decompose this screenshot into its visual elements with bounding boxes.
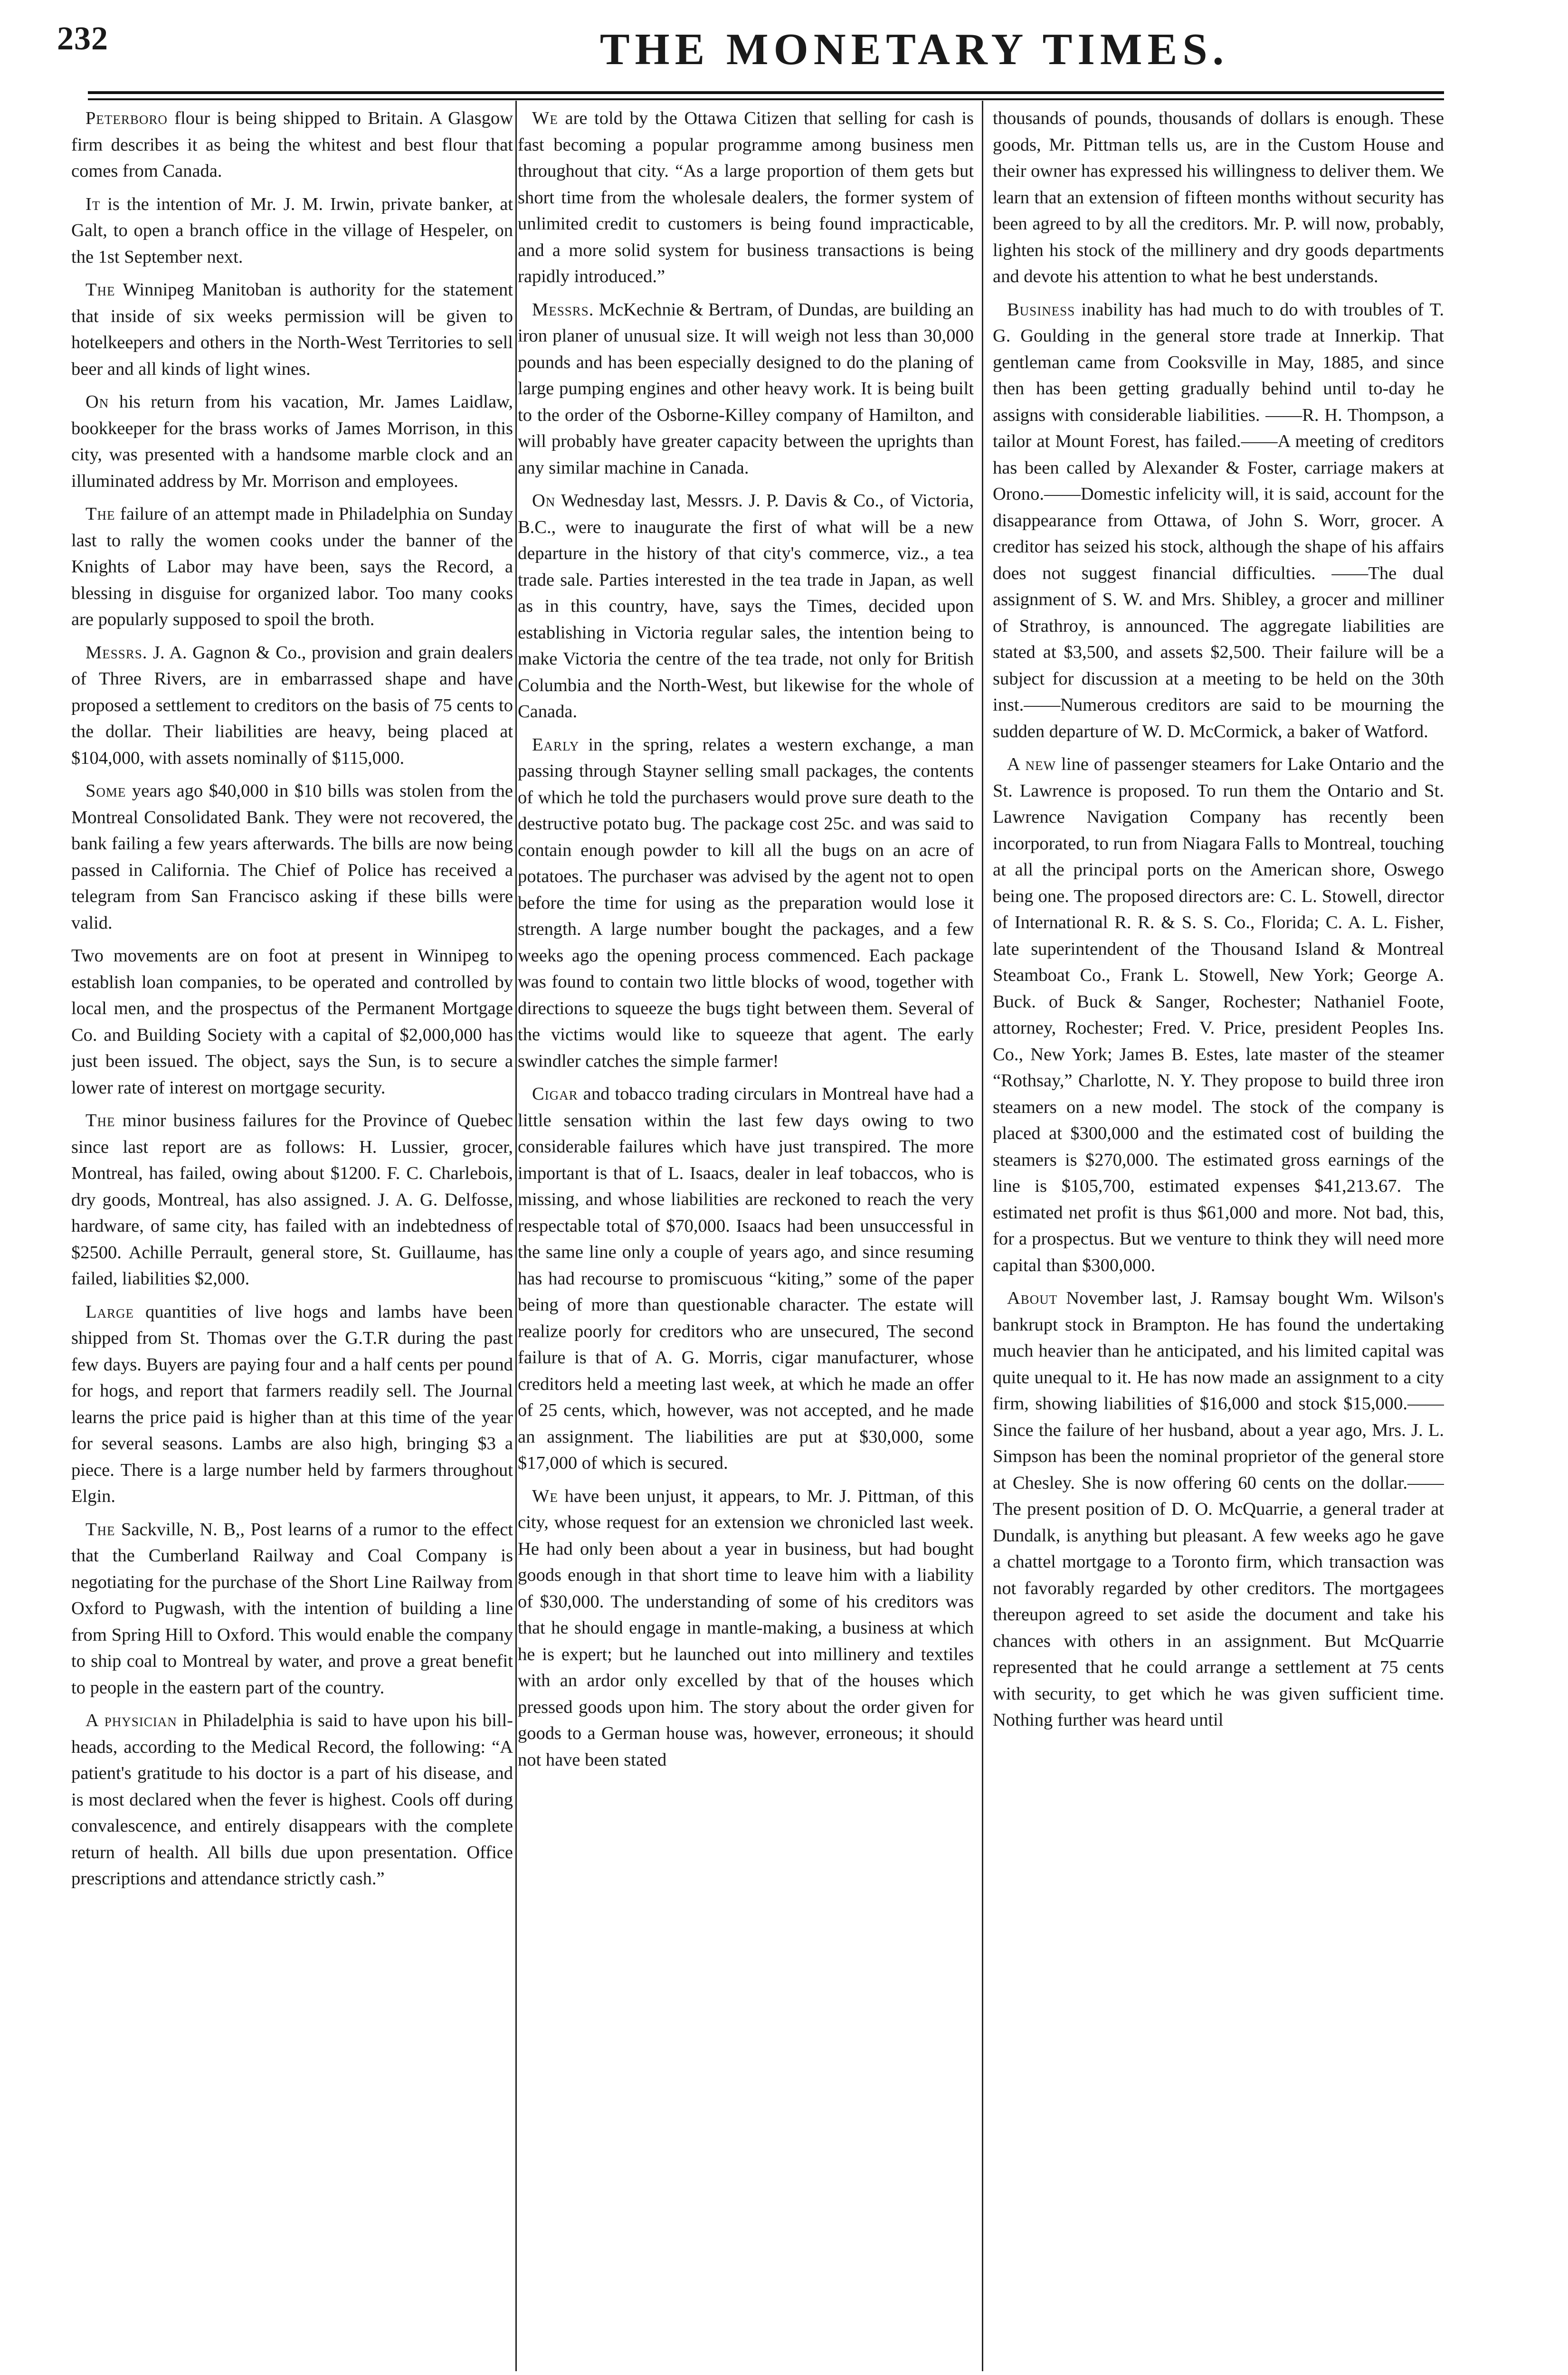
paragraph-lead-word: On bbox=[86, 392, 109, 412]
paragraph-text: have been unjust, it appears, to Mr. J. Pittman, of this city, whose request for an extension we chronicled last week. He had only been about a year in business, but had bought goods enough in that short time to leave him with a liability of $30,000. The understanding of some of his creditors was that he should engage in mantle-making, a business at which he is expert; but he launched out into millinery and textiles with an ardor only excelled by that of the houses which pressed goods upon him. The story about the order given for goods to a German house was, however, erroneous; it should not have been stated bbox=[518, 1486, 974, 1770]
paragraph-text: and tobacco trading circulars in Montreal have had a little sensation within the last few days owing to two considerable failures which have just transpired. The more important is that of L. Isaacs, dealer in leaf tobaccos, who is missing, and whose liabilities are reckoned to reach the very respectable total of $70,000. Isaacs had been unsuccessful in the same line only a couple of years ago, and since resuming has had recourse to promiscuous “kiting,” some of the paper being of more than questionable character. The estate will realize poorly for creditors who are unsecured, The second failure is that of A. G. Morris, cigar manufacturer, whose creditors held a meeting last week, at which he made an offer of 25 cents, which, however, was not accepted, and he made an assignment. The liabilities are put at $30,000, some $17,000 of which is secured. bbox=[518, 1084, 974, 1473]
paragraph-lead-word: The bbox=[86, 280, 115, 300]
paragraph-text: Wednesday last, Messrs. J. P. Davis & Co., of Victoria, B.C., were to inaugurate the first of what will be a new departure in the history of that city's commerce, viz., a tea trade sale. Parties interested in the tea trade in Japan, as well as in this country, have, says the Times, decided upon establishing in Victoria regular sales, the intention being to make Victoria the centre of the tea trade, not only for British Columbia and the North-West, but likewise for the whole of Canada. bbox=[518, 491, 974, 722]
article-paragraph bbox=[71, 1517, 513, 1701]
paragraph-text: years ago $40,000 in $10 bills was stolen from the Montreal Consolidated Bank. They were not recovered, the bank failing a few years afterwards. The bills are now being passed in California. The Chief of Police has received a telegram from San Francisco asking if these bills were valid. bbox=[71, 781, 513, 933]
paragraph-lead-word: Cigar bbox=[532, 1084, 578, 1104]
article-paragraph bbox=[71, 640, 513, 772]
paragraph-lead-word: We bbox=[532, 1486, 558, 1506]
article-paragraph bbox=[71, 778, 513, 936]
article-paragraph bbox=[993, 1285, 1444, 1734]
article-paragraph bbox=[71, 943, 513, 1101]
paragraph-lead-word: It bbox=[86, 194, 101, 214]
article-paragraph bbox=[993, 751, 1444, 1279]
paragraph-lead-word: Messrs. bbox=[86, 642, 148, 663]
paragraph-text: minor business failures for the Province of Quebec since last report are as follows: H. Lussier, grocer, Montreal, has failed, owing about $1200. F. C. Charlebois, dry goods, Montreal, has also assigned. J. A. G. Delfosse, hardware, of same city, has failed with an indebtedness of $2500. Achille Perrault, general store, St. Guillaume, has failed, liabilities $2,000. bbox=[71, 1111, 513, 1289]
paragraph-lead-word: A physician bbox=[86, 1710, 177, 1730]
paragraph-lead-word: Early bbox=[532, 734, 580, 755]
paragraph-lead-word: Large bbox=[86, 1302, 134, 1322]
paragraph-text: failure of an attempt made in Philadelphia on Sunday last to rally the women cooks under the banner of the Knights of Labor may have been, says the Record, a blessing in disguise for organized labor. Too many cooks are popularly supposed to spoil the broth. bbox=[71, 504, 513, 629]
article-paragraph bbox=[71, 1708, 513, 1892]
column-divider bbox=[982, 101, 983, 2371]
article-paragraph bbox=[993, 105, 1444, 290]
article-paragraph bbox=[71, 105, 513, 185]
paragraph-lead-word: Business bbox=[1007, 299, 1075, 320]
article-paragraph bbox=[518, 732, 974, 1075]
column-divider bbox=[515, 101, 517, 2371]
paragraph-lead-word: The bbox=[86, 1111, 115, 1130]
paragraph-text: in Philadelphia is said to have upon his bill-heads, according to the Medical Record, the following: “A patient's gratitude to his doctor is a part of his disease, and is most declared when the fever is highest. Cools off during convalescence, and entirely disappears with the complete return of health. All bills due upon presentation. Office prescriptions and attendance strictly cash.” bbox=[71, 1710, 513, 1889]
paragraph-text: J. A. Gagnon & Co., provision and grain dealers of Three Rivers, are in embarrassed shape and have proposed a settlement to creditors on the basis of 75 cents to the dollar. Their liabilities are heavy, being placed at $104,000, with assets nominally of $115,000. bbox=[71, 642, 513, 768]
paragraph-text: Winnipeg Manitoban is authority for the statement that inside of six weeks permission will be given to hotelkeepers and others in the North-West Territories to sell beer and all kinds of light wines. bbox=[71, 280, 513, 379]
paragraph-lead-word: About bbox=[1007, 1288, 1058, 1308]
paragraph-text: line of passenger steamers for Lake Ontario and the St. Lawrence is proposed. To run them the Ontario and St. Lawrence Navigation Company has recently been incorporated, to run from Niagara Falls to Montreal, touching at all the principal ports on the American shore, Oswego being one. The proposed directors are: C. L. Stowell, director of International R. R. & S. S. Co., Florida; C. A. L. Fisher, late superintendent of the Thousand Island & Montreal Steamboat Co., Frank L. Stowell, New York; George A. Buck. of Buck & Sanger, Rochester; Nathaniel Foote, attorney, Rochester; Fred. V. Price, president Peoples Ins. Co., New York; James B. Estes, late master of the steamer “Rothsay,” Charlotte, N. Y. They propose to build three iron steamers on a new model. The stock of the company is placed at $300,000 and the estimated cost of building the steamers is $270,000. The estimated gross earnings of the line is $105,700, estimated expenses $41,213.67. The estimated net profit is thus $61,000 and more. Not bad, this, for a prospectus. But we venture to think they will need more capital than $300,000. bbox=[993, 754, 1444, 1275]
masthead-title: THE MONETARY TIMES. bbox=[599, 25, 1229, 74]
paragraph-lead-word: On bbox=[532, 491, 556, 511]
paragraph-text: inability has had much to do with troubles of T. G. Goulding in the general store trade at Innerkip. That gentleman came from Cooksville in May, 1885, and since then has been getting gradually behind until to-day he assigns with considerable liabilities. ——R. H. Thompson, a tailor at Mount Forest, has failed.——A meeting of creditors has been called by Alexander & Foster, carriage makers at Orono.——Domestic infelicity will, it is said, account for the disappearance from Ottawa, of John S. Worr, grocer. A creditor has seized his stock, although the shape of his affairs does not suggest financial difficulties. ——The dual assignment of S. W. and Mrs. Shibley, a grocer and milliner of Strathroy, is announced. The aggregate liabilities are stated at $3,500, and assets $2,500. Their failure will be a subject for discussion at a meeting to be held on the 30th inst.——Numerous creditors are said to be mourning the sudden departure of W. D. McCormick, a baker of Watford. bbox=[993, 299, 1444, 741]
article-paragraph bbox=[71, 277, 513, 382]
article-paragraph bbox=[518, 297, 974, 482]
paragraph-lead-word: Peterboro bbox=[86, 108, 168, 128]
paragraph-text: flour is being shipped to Britain. A Glasgow firm describes it as being the whitest and best flour that comes from Canada. bbox=[71, 108, 513, 181]
paragraph-text: McKechnie & Bertram, of Dundas, are building an iron planer of unusual size. It will weigh not less than 30,000 pounds and has been especially designed to do the planing of large pumping engines and other heavy work. It is being built to the order of the Osborne-Killey company of Hamilton, and will probably have greater capacity between the uprights than any similar machine in Canada. bbox=[518, 299, 974, 478]
masthead-rule-top bbox=[88, 91, 1444, 94]
masthead-rule-bottom bbox=[88, 98, 1444, 100]
paragraph-text: Two movements are on foot at present in Winnipeg to establish loan companies, to be operated and controlled by local men, and the prospectus of the Permanent Mortgage Co. and Building Society with a capital of $2,000,000 has just been issued. The object, says the Sun, is to secure a lower rate of interest on mortgage security. bbox=[71, 946, 513, 1098]
paragraph-lead-word: A new bbox=[1007, 754, 1056, 774]
paragraph-lead-word: The bbox=[86, 504, 115, 524]
paragraph-text: thousands of pounds, thousands of dollars is enough. These goods, Mr. Pittman tells us, are in the Custom House and their owner has expressed his willingness to deliver them. We learn that an extension of fifteen months without security has been agreed to by all the creditors. Mr. P. will now, probably, lighten his stock of the millinery and dry goods departments and devote his attention to what he best understands. bbox=[993, 108, 1444, 286]
article-paragraph bbox=[518, 105, 974, 290]
article-paragraph bbox=[71, 1299, 513, 1510]
article-paragraph bbox=[518, 1483, 974, 1774]
paragraph-text: quantities of live hogs and lambs have been shipped from St. Thomas over the G.T.R during the past few days. Buyers are paying four and a half cents per pound for hogs, and report that farmers readily sell. The Journal learns the price paid is higher than at this time of the year for several seasons. Lambs are also high, bringing $3 a piece. There is a large number held by farmers throughout Elgin. bbox=[71, 1302, 513, 1506]
paragraph-lead-word: We bbox=[532, 108, 558, 128]
paragraph-lead-word: Some bbox=[86, 781, 126, 801]
paragraph-lead-word: The bbox=[86, 1519, 115, 1539]
column-1 bbox=[71, 105, 513, 2371]
paragraph-text: in the spring, relates a western exchange, a man passing through Stayner selling small packages, the contents of which he told the purchasers would prove sure death to the destructive potato bug. The package cost 25c. and was said to contain enough powder to kill all the bugs on an acre of potatoes. The purchaser was advised by the agent not to open before the time for using as the preparation would lose it strength. A large number bought the packages, and a few weeks ago the opening process commenced. Each package was found to contain two little blocks of wood, together with directions to squeeze the bugs tight between them. Several of the victims would like to squeeze that agent. The early swindler catches the simple farmer! bbox=[518, 734, 974, 1071]
column-2 bbox=[518, 105, 974, 2371]
article-paragraph bbox=[518, 1081, 974, 1477]
article-paragraph bbox=[71, 501, 513, 633]
article-paragraph bbox=[71, 389, 513, 494]
page-number: 232 bbox=[57, 20, 108, 57]
article-paragraph bbox=[71, 191, 513, 271]
paragraph-lead-word: Messrs. bbox=[532, 299, 594, 320]
article-paragraph bbox=[71, 1108, 513, 1292]
paragraph-text: Sackville, N. B,, Post learns of a rumor to the effect that the Cumberland Railway and Coal Company is negotiating for the purchase of the Short Line Railway from Oxford to Pugwash, with the intention of building a line from Spring Hill to Oxford. This would enable the company to ship coal to Montreal by water, and prove a great benefit to people in the eastern part of the country. bbox=[71, 1519, 513, 1698]
article-paragraph bbox=[518, 488, 974, 725]
paragraph-text: his return from his vacation, Mr. James Laidlaw, bookkeeper for the brass works of James Morrison, in this city, was presented with a handsome marble clock and an illuminated address by Mr. Morrison and employees. bbox=[71, 392, 513, 491]
paragraph-text: November last, J. Ramsay bought Wm. Wilson's bankrupt stock in Brampton. He has found the undertaking much heavier than he anticipated, and his limited capital was quite unequal to it. He has now made an assignment to a city firm, showing liabilities of $16,000 and stock $15,000.——Since the failure of her husband, about a year ago, Mrs. J. L. Simpson has been the nominal proprietor of the general store at Chesley. She is now offering 60 cents on the dollar.——The present position of D. O. McQuarrie, a general trader at Dundalk, is anything but pleasant. A few weeks ago he gave a chattel mortgage to a Toronto firm, which transaction was not favorably regarded by other creditors. The mortgagees thereupon agreed to set aside the document and take his chances with others in an assignment. But McQuarrie represented that he could arrange a settlement at 75 cents with security, to get which he was given sufficient time. Nothing further was heard until bbox=[993, 1288, 1444, 1730]
paragraph-text: is the intention of Mr. J. M. Irwin, private banker, at Galt, to open a branch office in the village of Hespeler, on the 1st September next. bbox=[71, 194, 513, 267]
column-3 bbox=[993, 105, 1444, 2371]
paragraph-text: are told by the Ottawa Citizen that selling for cash is fast becoming a popular programme among business men throughout that city. “As a large proportion of them gets but short time from the wholesale dealers, the former system of unlimited credit to customers is being found impracticable, and a more solid system for business transactions is being rapidly introduced.” bbox=[518, 108, 974, 286]
article-paragraph bbox=[993, 297, 1444, 745]
